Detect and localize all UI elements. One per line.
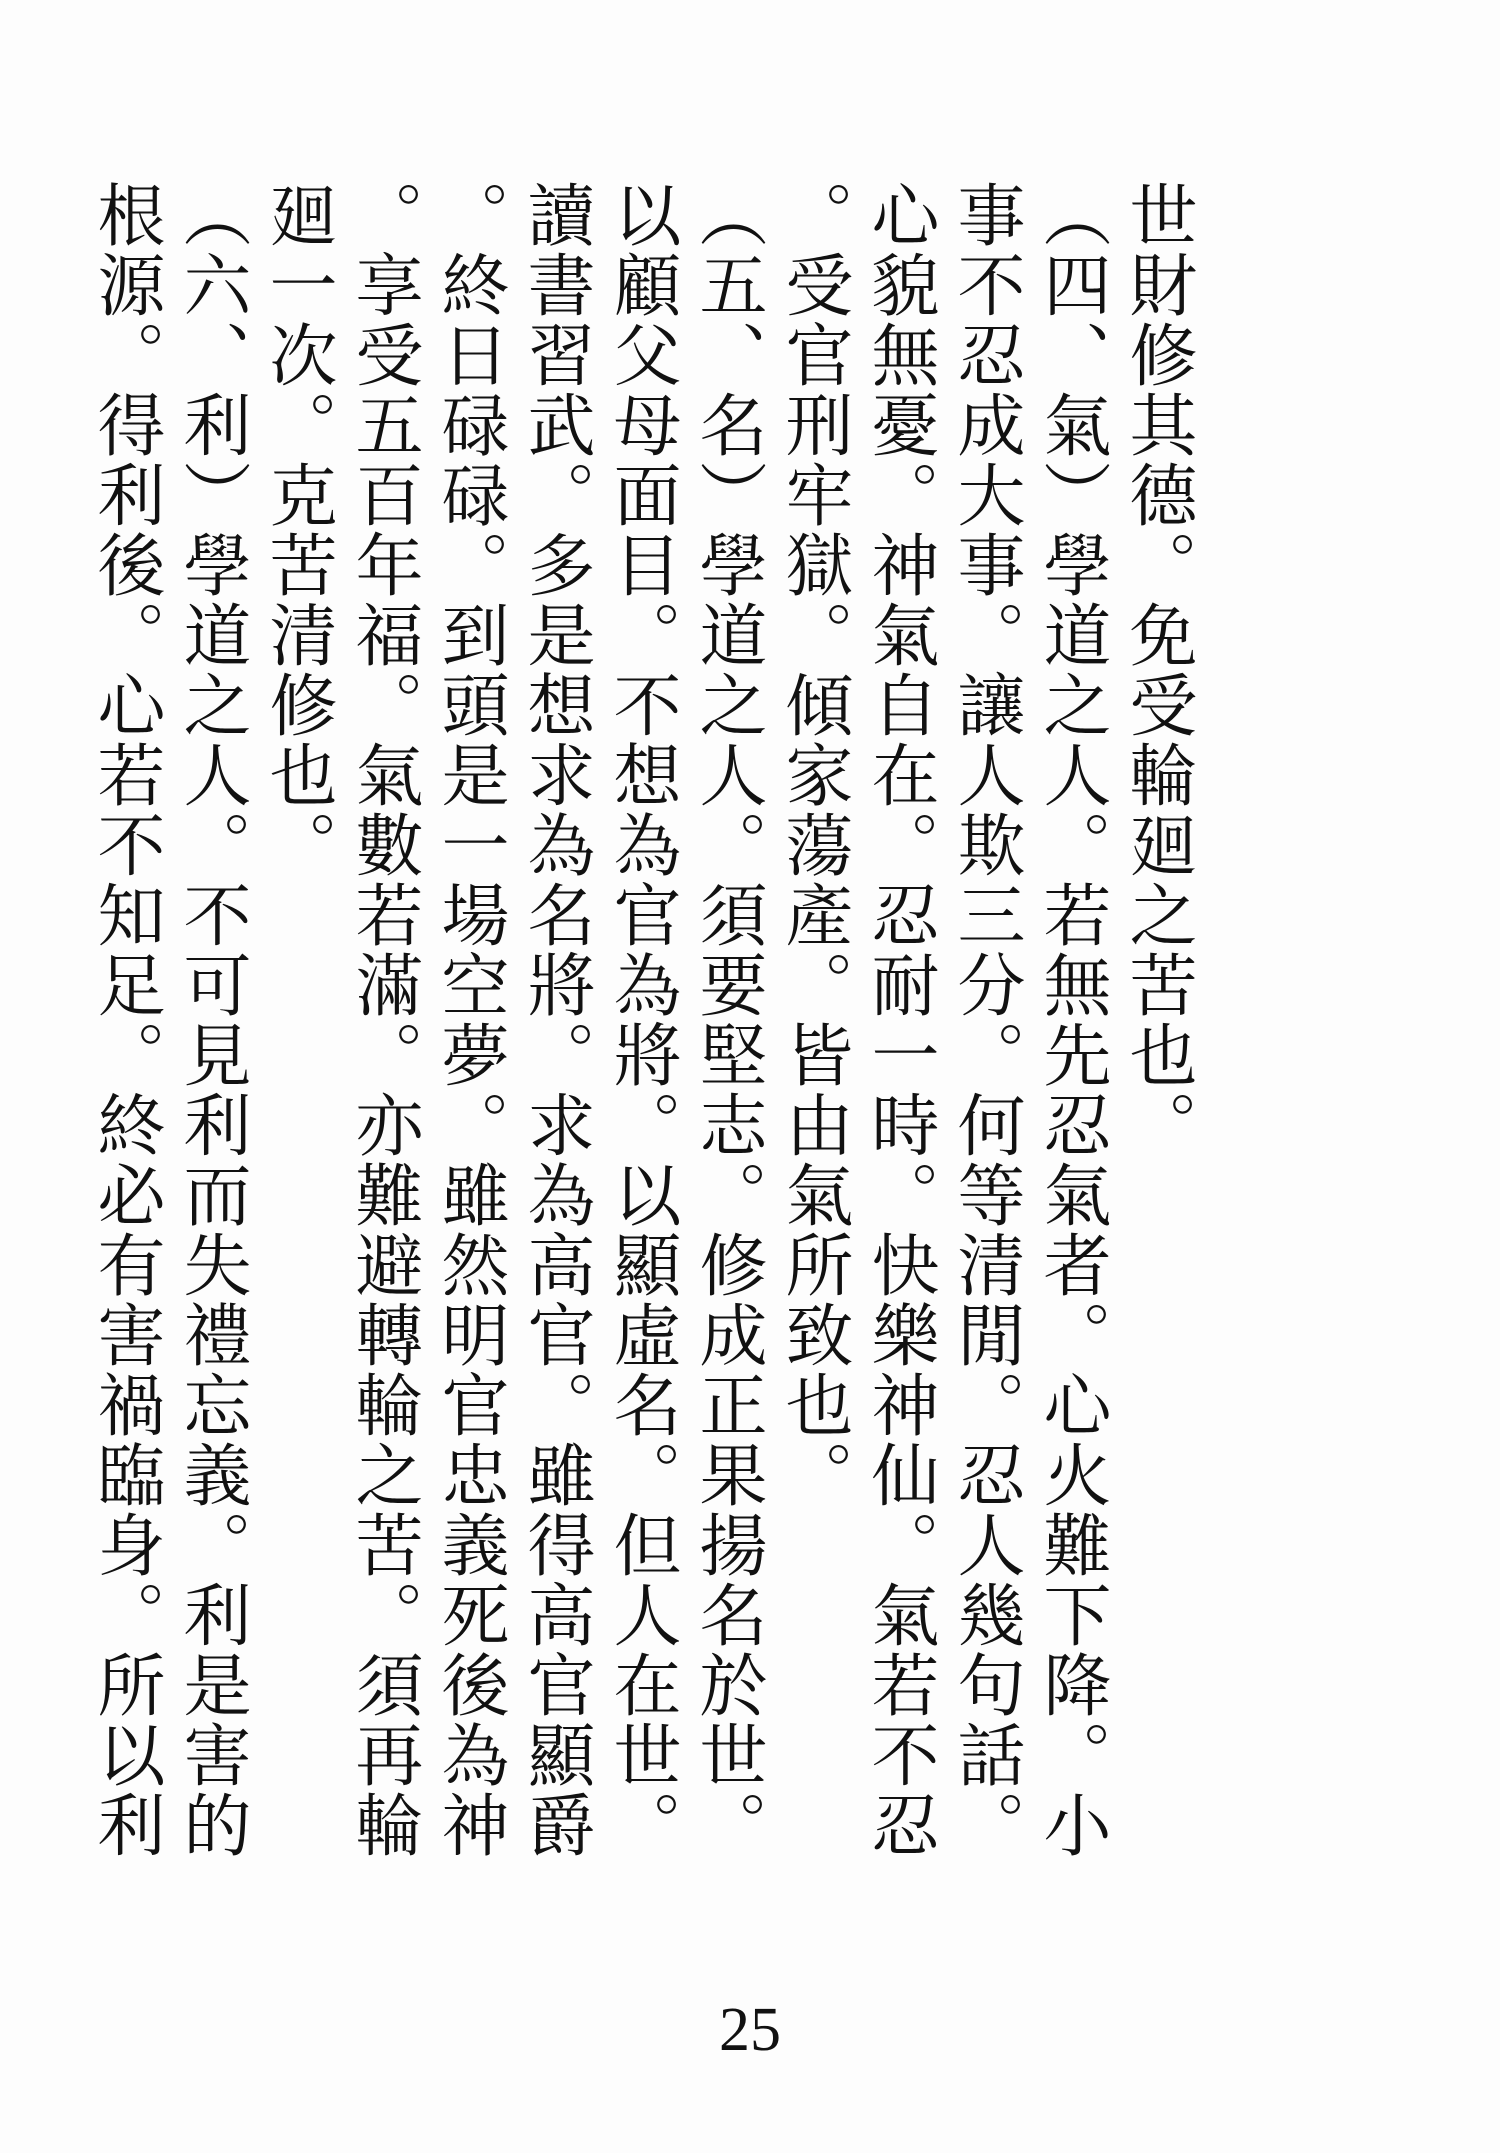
text-column-10: 。享受五百年福。氣數若滿。亦難避轉輪之苦。須再輪 [344, 180, 423, 1860]
text-column-3: 事不忍成大事。讓人欺三分。何等清閒。忍人幾句話。 [946, 180, 1025, 1860]
text-column-2: （四、氣）學道之人。若無先忍氣者。心火難下降。小 [1032, 180, 1111, 1860]
text-column-7: 以顧父母面目。不想為官為將。以顯虛名。但人在世。 [602, 180, 681, 1860]
text-column-12: （六、利）學道之人。不可見利而失禮忘義。利是害的 [172, 180, 251, 1860]
text-column-1: 世財修其德。免受輪廻之苦也。 [1118, 180, 1197, 1160]
text-column-6: （五、名）學道之人。須要堅志。修成正果揚名於世。 [688, 180, 767, 1860]
text-column-8: 讀書習武。多是想求為名將。求為高官。雖得高官顯爵 [516, 180, 595, 1860]
text-column-5: 。受官刑牢獄。傾家蕩產。皆由氣所致也。 [774, 180, 853, 1510]
page-number: 25 [719, 1996, 781, 2064]
text-column-11: 廻一次。克苦清修也。 [258, 180, 337, 880]
text-column-13: 根源。得利後。心若不知足。終必有害禍臨身。所以利 [86, 180, 165, 1860]
text-column-9: 。終日碌碌。到頭是一場空夢。雖然明官忠義死後為神 [430, 180, 509, 1860]
text-column-4: 心貌無憂。神氣自在。忍耐一時。快樂神仙。氣若不忍 [860, 180, 939, 1860]
vertical-text-block [82, 180, 1200, 1900]
